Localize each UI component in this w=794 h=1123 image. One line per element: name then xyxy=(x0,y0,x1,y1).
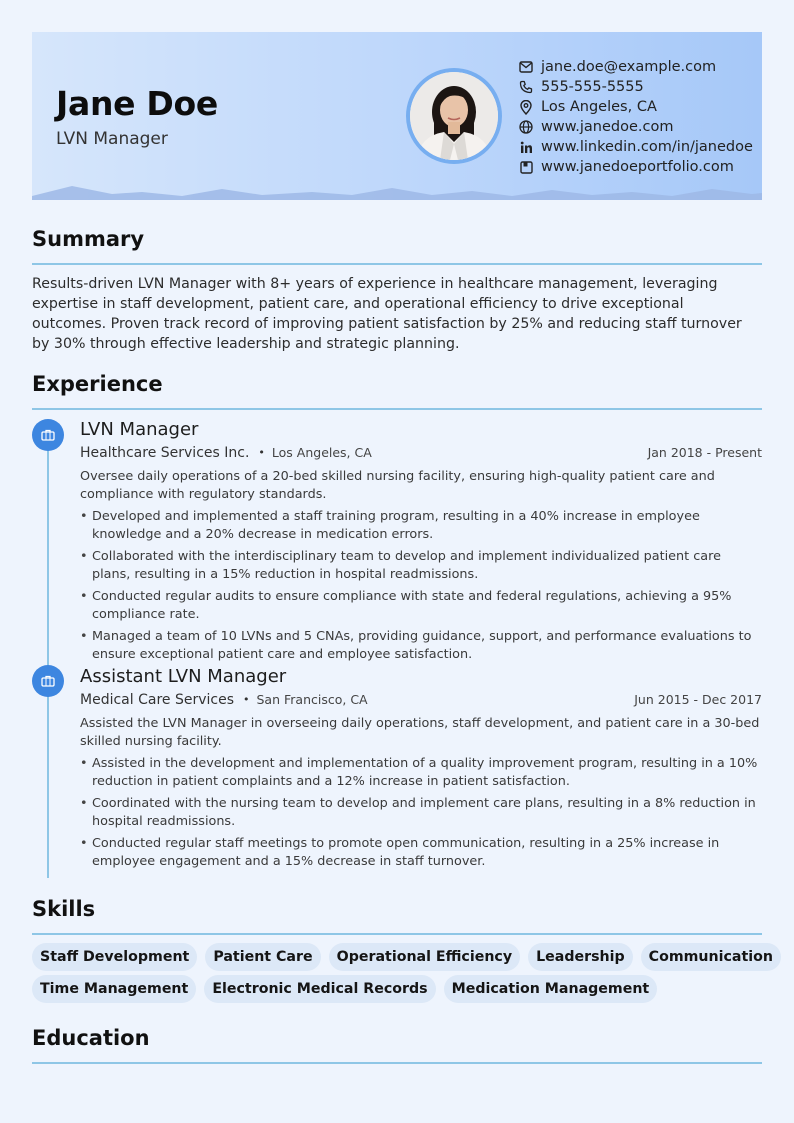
list-item: • Collaborated with the interdisciplinary team to develop and implement individualized patient care plans, resulting in a 15% reduction in hospital readmissions. xyxy=(80,548,762,584)
contact-text: www.janedoe.com xyxy=(541,119,674,135)
portfolio-icon xyxy=(518,159,534,175)
list-item: • Developed and implemented a staff training program, resulting in a 40% increase in employee knowledge and a 20% decrease in medication errors. xyxy=(80,508,762,544)
contact-location xyxy=(518,97,753,117)
contact-text: 555-555-5555 xyxy=(541,79,644,95)
experience-entry xyxy=(80,666,762,875)
phone-icon xyxy=(518,79,534,95)
job-meta xyxy=(80,692,762,714)
contact-portfolio[interactable] xyxy=(518,157,753,177)
job-company: Healthcare Services Inc. xyxy=(80,445,250,461)
timeline-line xyxy=(47,436,49,878)
separator-dot: • xyxy=(258,446,265,459)
skills-divider xyxy=(32,933,762,935)
summary-text: Results-driven LVN Manager with 8+ years of experience in healthcare management, leveraging expertise in staff development, patient care, and operational efficiency to drive exceptional outcomes. Proven track record of improving patient satisfaction by 25% and reducing staff turnover by 30% through effective leadership and strategic planning. xyxy=(32,276,742,352)
header-wave-decoration xyxy=(32,184,762,200)
linkedin-icon xyxy=(518,139,534,155)
contact-list xyxy=(518,57,753,177)
list-item: • Coordinated with the nursing team to develop and implement care plans, resulting in a 8% reduction in hospital readmissions. xyxy=(80,795,762,831)
skill-chip: Operational Efficiency xyxy=(329,943,520,971)
profile-photo xyxy=(410,72,498,160)
job-location: Los Angeles, CA xyxy=(271,445,372,460)
skill-chip: Time Management xyxy=(32,975,196,1003)
skill-chip: Medication Management xyxy=(444,975,658,1003)
list-item: • Managed a team of 10 LVNs and 5 CNAs, providing guidance, support, and performance evaluations to ensure exceptional patient care and employee satisfaction. xyxy=(80,628,762,664)
contact-website[interactable] xyxy=(518,117,753,137)
job-meta xyxy=(80,445,762,467)
experience-entry xyxy=(80,419,762,668)
skill-chip: Communication xyxy=(641,943,781,971)
contact-text: www.linkedin.com/in/janedoe xyxy=(541,139,753,155)
skill-row xyxy=(32,975,762,1003)
candidate-name: Jane Doe xyxy=(56,84,218,123)
skills-heading: Skills xyxy=(32,897,96,921)
briefcase-icon xyxy=(41,426,55,445)
location-pin-icon xyxy=(518,99,534,115)
job-location: San Francisco, CA xyxy=(256,692,368,707)
job-dates: Jun 2015 - Dec 2017 xyxy=(634,692,762,707)
contact-text: jane.doe@example.com xyxy=(541,59,717,75)
contact-text: Los Angeles, CA xyxy=(541,99,657,115)
list-item: • Conducted regular audits to ensure compliance with state and federal regulations, achieving a 95% compliance rate. xyxy=(80,588,762,624)
job-bullets xyxy=(80,755,762,871)
contact-text: www.janedoeportfolio.com xyxy=(541,159,734,175)
briefcase-icon xyxy=(41,672,55,691)
experience-heading: Experience xyxy=(32,372,163,396)
job-title: LVN Manager xyxy=(80,419,199,440)
resume-header xyxy=(32,32,762,200)
contact-linkedin[interactable] xyxy=(518,137,753,157)
summary-heading: Summary xyxy=(32,227,145,251)
list-item: • Assisted in the development and implementation of a quality improvement program, resulting in a 10% reduction in patient complaints and a 12% increase in patient satisfaction. xyxy=(80,755,762,791)
timeline-marker xyxy=(32,665,64,697)
job-description: Assisted the LVN Manager in overseeing daily operations, staff development, and patient care in a 30-bed skilled nursing facility. xyxy=(80,716,760,749)
skill-chip: Electronic Medical Records xyxy=(204,975,435,1003)
skill-row xyxy=(32,943,773,971)
summary-divider xyxy=(32,263,762,265)
skills-list xyxy=(32,943,773,1007)
candidate-title: LVN Manager xyxy=(56,129,168,149)
job-description: Oversee daily operations of a 20-bed skilled nursing facility, ensuring high-quality patient care and compliance with regulatory standards. xyxy=(80,469,715,502)
timeline-marker xyxy=(32,419,64,451)
contact-email[interactable] xyxy=(518,57,753,77)
experience-divider xyxy=(32,408,762,410)
education-heading: Education xyxy=(32,1026,150,1050)
skill-chip: Leadership xyxy=(528,943,633,971)
avatar xyxy=(406,68,502,164)
contact-phone[interactable] xyxy=(518,77,753,97)
separator-dot: • xyxy=(243,693,250,706)
job-dates: Jan 2018 - Present xyxy=(647,445,762,460)
job-company: Medical Care Services xyxy=(80,692,234,708)
globe-icon xyxy=(518,119,534,135)
job-bullets xyxy=(80,508,762,664)
skill-chip: Patient Care xyxy=(205,943,320,971)
mail-icon xyxy=(518,59,534,75)
skill-chip: Staff Development xyxy=(32,943,197,971)
education-divider xyxy=(32,1062,762,1064)
job-title: Assistant LVN Manager xyxy=(80,666,287,687)
list-item: • Conducted regular staff meetings to promote open communication, resulting in a 25% increase in employee engagement and a 15% decrease in staff turnover. xyxy=(80,835,762,871)
